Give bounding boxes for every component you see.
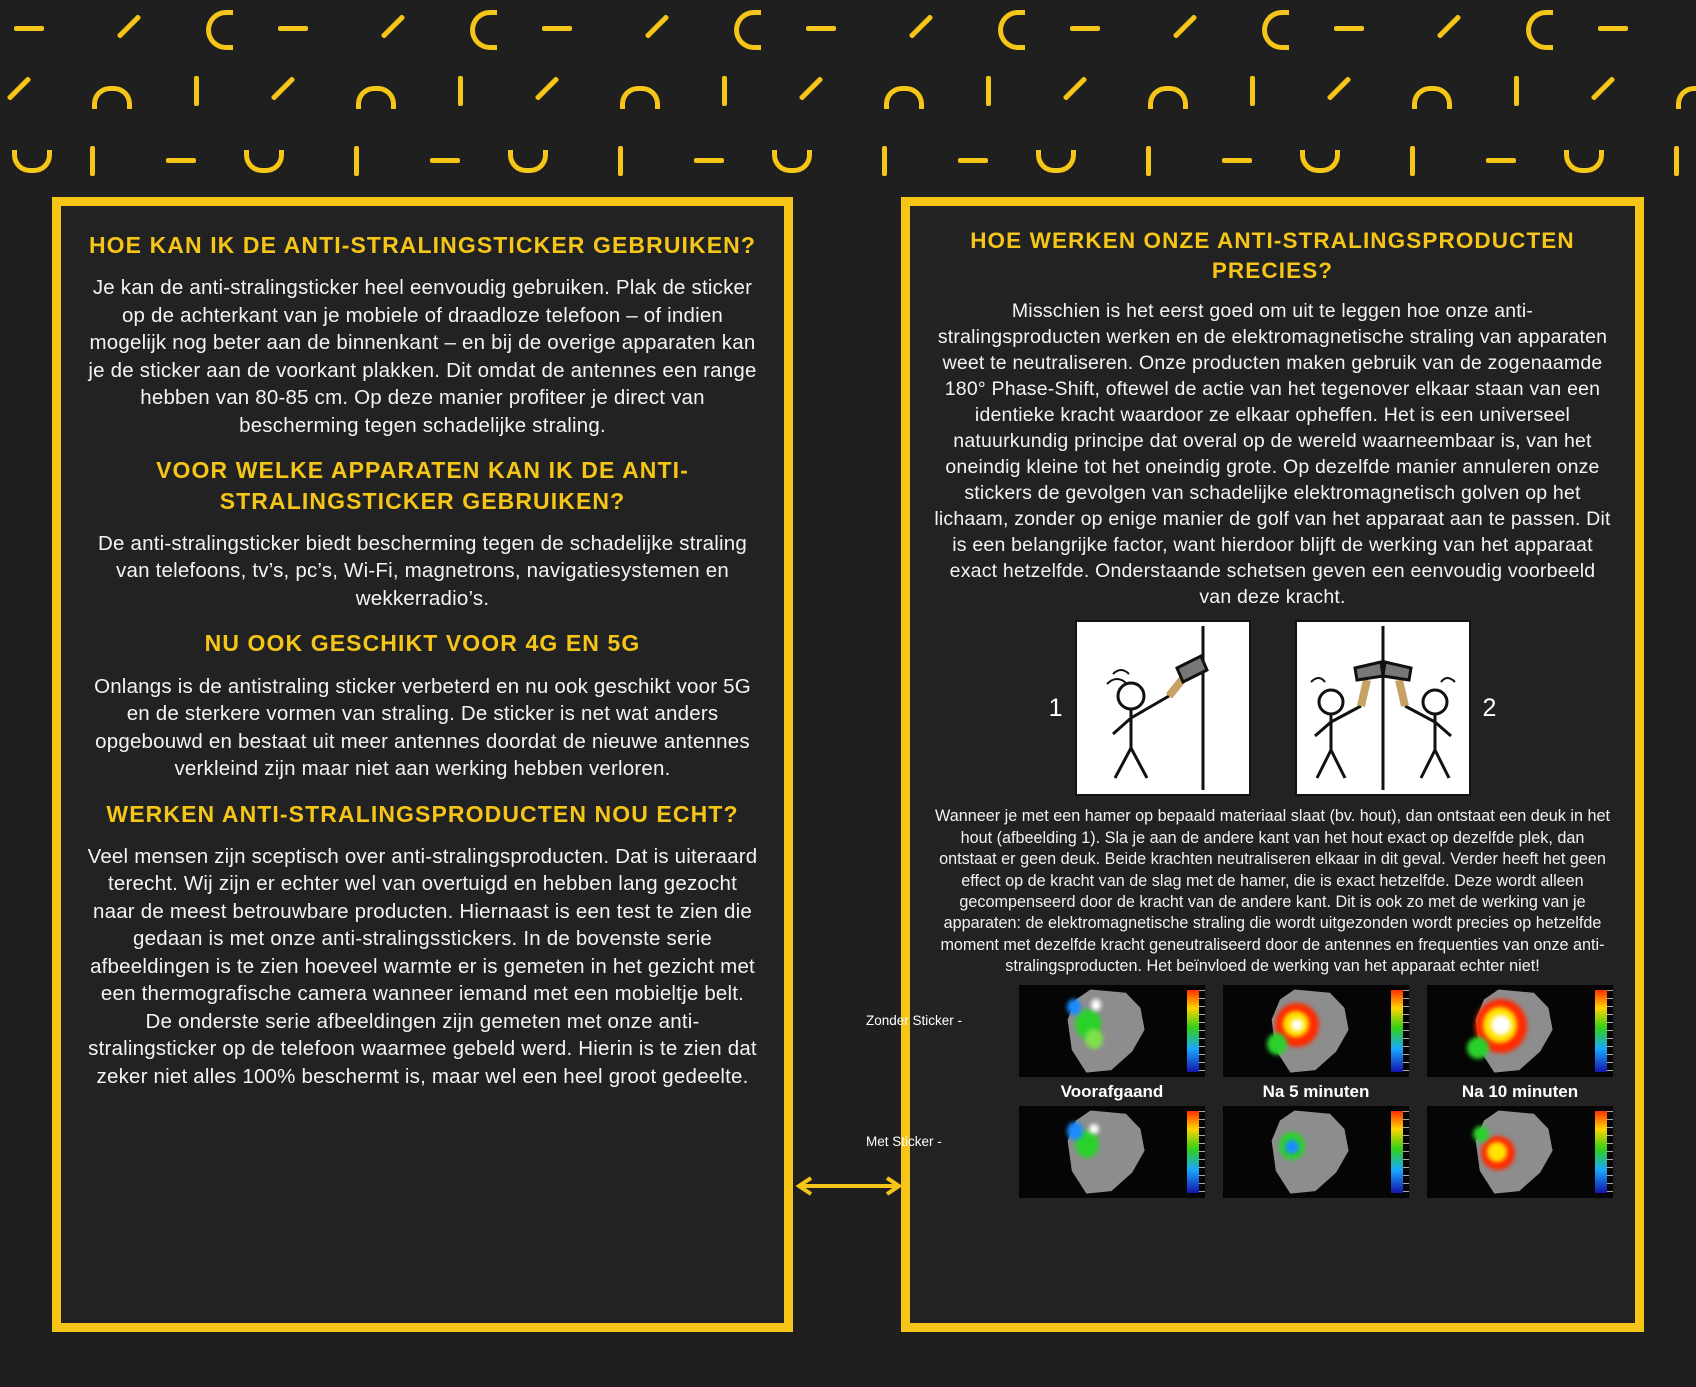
dash-icon xyxy=(278,26,308,31)
decorative-pattern xyxy=(0,0,1696,185)
pattern-cell xyxy=(242,62,330,122)
slash-icon xyxy=(7,76,32,101)
thermal-row-label-without: Zonder Sticker - xyxy=(866,1013,963,1029)
arc-left-icon xyxy=(470,10,497,50)
pattern-cell xyxy=(1320,0,1408,60)
slash-icon xyxy=(271,76,296,101)
arc-up-icon xyxy=(884,86,924,109)
section-heading-usage: HOE KAN IK DE ANTI-STRALINGSTICKER GEBRUIKEN? xyxy=(88,232,757,258)
arc-up-icon xyxy=(92,86,132,109)
thermal-image-5min-with xyxy=(1223,1106,1409,1198)
pattern-cell xyxy=(88,0,176,60)
arc-left-icon xyxy=(734,10,761,50)
pattern-cell xyxy=(1452,132,1540,185)
thermal-caption-5min: Na 5 minuten xyxy=(1262,1082,1370,1102)
arc-down-icon xyxy=(1564,150,1604,173)
pattern-cell xyxy=(1628,132,1696,185)
pattern-row-2 xyxy=(0,62,1696,122)
pattern-cell xyxy=(132,132,220,185)
pattern-cell xyxy=(1650,62,1696,122)
thermal-image-5min-without xyxy=(1223,985,1409,1077)
hammer-sketch-row xyxy=(932,620,1613,796)
section-text-how-it-works: Misschien is het eerst goed om uit te leggen hoe onze anti-stralingsproducten werken en de elektromagnetische straling van apparaten weet te neutraliseren. Onze producten maken gebruik van de zogenaamde 180° Phase-Shift, oftewel de actie van het tegenover elkaar staan van een identieke kracht waardoor ze elkaar opheffen. Het is een universeel natuurkundig principe dat overal op de wereld waarneembaar is, van het oneindig kleine tot het oneindig grote. Op dezelfde manier annuleren onze stickers de gevolgen van schadelijke elektromagnetisch golven op het lichaam, zonder op enige manier de golf van het apparaat aan te passen. Dit is een belangrijke factor, want hierdoor blijft de werking van het apparaat exact hetzelfde. Onderstaande schetsen geven een eenvoudig voorbeeld van deze kracht. xyxy=(934,300,1611,608)
arc-left-icon xyxy=(206,10,233,50)
dash-icon xyxy=(1222,158,1252,163)
pattern-cell xyxy=(440,0,528,60)
thermal-image-10min-without xyxy=(1427,985,1613,1077)
thermal-caption-10min: Na 10 minuten xyxy=(1461,1082,1579,1102)
thermal-caption-before: Voorafgaand xyxy=(1060,1082,1164,1102)
slash-icon xyxy=(535,76,560,101)
pattern-cell xyxy=(572,132,660,185)
dash-icon xyxy=(694,158,724,163)
pattern-cell xyxy=(1034,62,1122,122)
pattern-cell xyxy=(1408,0,1496,60)
section-heading-4g5g: NU OOK GESCHIKT VOOR 4G EN 5G xyxy=(204,630,641,657)
pattern-cell xyxy=(616,0,704,60)
dash-icon xyxy=(806,26,836,31)
hammer-sketch-one xyxy=(1049,620,1251,796)
thermal-cell xyxy=(1223,985,1409,1102)
arc-up-icon xyxy=(1148,86,1188,109)
section-heading-does-it-work: WERKEN ANTI-STRALINGSPRODUCTEN NOU ECHT? xyxy=(106,800,739,827)
arc-left-icon xyxy=(998,10,1025,50)
pattern-cell xyxy=(264,0,352,60)
pattern-cell xyxy=(528,0,616,60)
dash-icon xyxy=(542,26,572,31)
bar-icon xyxy=(1674,146,1679,176)
pattern-row-3 xyxy=(0,132,1696,185)
pattern-cell xyxy=(0,62,66,122)
pattern-cell xyxy=(858,62,946,122)
pattern-cell xyxy=(1276,132,1364,185)
hammer-sketch-two xyxy=(1295,620,1497,796)
pattern-cell xyxy=(1364,132,1452,185)
thermal-image-before-with xyxy=(1019,1106,1205,1198)
pattern-cell xyxy=(836,132,924,185)
pattern-cell xyxy=(1232,0,1320,60)
thermal-cell xyxy=(1427,985,1613,1102)
slash-icon xyxy=(1591,76,1616,101)
section-heading-devices: VOOR WELKE APPARATEN KAN IK DE ANTI-STRALINGSTICKER GEBRUIKEN? xyxy=(156,457,689,514)
hammer-sketch-one-person-icon xyxy=(1075,620,1251,796)
pattern-cell xyxy=(396,132,484,185)
dash-icon xyxy=(1334,26,1364,31)
pattern-cell xyxy=(682,62,770,122)
pattern-cell xyxy=(1584,0,1672,60)
bar-icon xyxy=(1410,146,1415,176)
pattern-cell xyxy=(1540,132,1628,185)
sketch-number-2: 2 xyxy=(1482,693,1497,722)
hammer-sketch-two-persons-icon xyxy=(1295,620,1471,796)
dash-icon xyxy=(1486,158,1516,163)
section-heading-how-it-works: HOE WERKEN ONZE ANTI-STRALINGSPRODUCTEN PRECIES? xyxy=(970,228,1575,283)
thermal-cell xyxy=(1019,985,1205,1102)
pattern-cell xyxy=(1188,132,1276,185)
pattern-cell xyxy=(176,0,264,60)
pattern-cell xyxy=(880,0,968,60)
dash-icon xyxy=(430,158,460,163)
left-panel xyxy=(52,197,793,1332)
section-text-devices: De anti-stralingsticker biedt bescherming tegen de schadelijke straling van telefoons, tv’s, pc’s, Wi-Fi, magnetrons, navigatiesystemen en wekkerradio’s. xyxy=(98,531,747,610)
pattern-cell xyxy=(1012,132,1100,185)
pattern-cell xyxy=(594,62,682,122)
arc-left-icon xyxy=(1262,10,1289,50)
bar-icon xyxy=(618,146,623,176)
pattern-row-1 xyxy=(0,0,1696,60)
pattern-cell xyxy=(1144,0,1232,60)
thermal-row-label-with: Met Sticker - xyxy=(866,1134,942,1150)
slash-icon xyxy=(909,14,934,39)
pattern-cell xyxy=(330,62,418,122)
bar-icon xyxy=(354,146,359,176)
right-panel xyxy=(866,197,1644,1332)
pattern-cell xyxy=(1386,62,1474,122)
pattern-cell xyxy=(704,0,792,60)
pattern-cell xyxy=(748,132,836,185)
arc-left-icon xyxy=(1526,10,1553,50)
bar-icon xyxy=(458,76,463,106)
slash-icon xyxy=(645,14,670,39)
section-text-4g5g: Onlangs is de antistraling sticker verbeterd en nu ook geschikt voor 5G en de sterkere vormen van straling. De sticker is net wat anders opgebouwd en bestaat uit meer antennes doordat de nieuwe antennes verkleind zijn maar niet aan werking hebben verloren. xyxy=(94,674,751,781)
pattern-cell xyxy=(154,62,242,122)
pattern-cell xyxy=(506,62,594,122)
bar-icon xyxy=(882,146,887,176)
dash-icon xyxy=(166,158,196,163)
bar-icon xyxy=(1250,76,1255,106)
arc-down-icon xyxy=(1036,150,1076,173)
pattern-cell xyxy=(1672,0,1696,60)
pattern-cell xyxy=(418,62,506,122)
slash-icon xyxy=(799,76,824,101)
arc-down-icon xyxy=(244,150,284,173)
thermal-image-before-without xyxy=(1019,985,1205,1077)
slash-icon xyxy=(381,14,406,39)
pattern-cell xyxy=(968,0,1056,60)
pattern-cell xyxy=(1056,0,1144,60)
double-arrow-horizontal-icon xyxy=(793,1174,903,1198)
arc-down-icon xyxy=(772,150,812,173)
thermal-image-10min-with xyxy=(1427,1106,1613,1198)
pattern-cell xyxy=(660,132,748,185)
slash-icon xyxy=(1173,14,1198,39)
slash-icon xyxy=(1437,14,1462,39)
arc-up-icon xyxy=(1676,86,1696,109)
pattern-cell xyxy=(1100,132,1188,185)
section-text-does-it-work: Veel mensen zijn sceptisch over anti-stralingsproducten. Dat is uiteraard terecht. Wij zijn er echter wel van overtuigd en hebben lang gezocht naar de meest betrouwbare producten. Hiernaast is een test te zien die gedaan is met onze anti-stralingsstickers. In de bovenste serie afbeeldingen is te zien hoeveel warmte er is gemeten in het gezicht met een thermografische camera wanneer iemand met een mobieltje belt. De onderste serie afbeeldingen zijn gemeten met onze anti-stralingsticker op de telefoon waarmee gebeld werd. Hierin is te zien dat zeker niet alles 100% beschermt is, maar wel een heel groot gedeelte. xyxy=(87,844,758,1088)
slash-icon xyxy=(117,14,142,39)
pattern-cell xyxy=(1474,62,1562,122)
arc-up-icon xyxy=(1412,86,1452,109)
pattern-cell xyxy=(220,132,308,185)
slash-icon xyxy=(1063,76,1088,101)
pattern-cell xyxy=(0,0,88,60)
dash-icon xyxy=(1598,26,1628,31)
pattern-cell xyxy=(44,132,132,185)
bar-icon xyxy=(986,76,991,106)
arc-up-icon xyxy=(356,86,396,109)
pattern-cell xyxy=(1562,62,1650,122)
arc-down-icon xyxy=(1300,150,1340,173)
thermal-row-without-sticker xyxy=(866,985,1613,1102)
pattern-cell xyxy=(924,132,1012,185)
section-text-hammer-explanation: Wanneer je met een hamer op bepaald materiaal slaat (bv. hout), dan ontstaat een deuk in het hout (afbeelding 1). Sla je aan de andere kant van het hout exact op dezelfde plek, dan ontstaat er geen deuk. Beide krachten neutraliseren elkaar in dit geval. Verder heeft het geen effect op de kracht van de slag met de hamer, die is exact hetzelfde. Deze wordt alleen gecompenseerd door de kracht van de andere kant. Dit is ook zo met de werking van je apparaten: de elektromagnetische straling die wordt uitgezonden wordt precies op hetzelfde moment met dezelfde kracht geneutraliseerd door de antennes en frequenties van onze anti-stralingsproducten. Het beïnvloed de werking van het apparaat echter niet! xyxy=(935,807,1610,976)
bar-icon xyxy=(90,146,95,176)
pattern-cell xyxy=(1298,62,1386,122)
pattern-cell xyxy=(1210,62,1298,122)
slash-icon xyxy=(1327,76,1352,101)
pattern-cell xyxy=(946,62,1034,122)
pattern-cell xyxy=(0,132,44,185)
thermal-test-grid xyxy=(866,985,1613,1223)
pattern-cell xyxy=(792,0,880,60)
arc-up-icon xyxy=(620,86,660,109)
pattern-cell xyxy=(352,0,440,60)
pattern-cell xyxy=(66,62,154,122)
pattern-cell xyxy=(770,62,858,122)
bar-icon xyxy=(1146,146,1151,176)
thermal-cell xyxy=(1019,1106,1205,1223)
section-text-usage: Je kan de anti-stralingsticker heel eenvoudig gebruiken. Plak de sticker op de achterkant van je mobiele of draadloze telefoon – of indien mogelijk nog beter aan de binnenkant – en bij de overige apparaten kan je de sticker aan de voorkant plakken. Dit omdat de antennes een range hebben van 80-85 cm. Op deze manier profiteer je direct van bescherming tegen schadelijke straling. xyxy=(88,276,757,437)
bar-icon xyxy=(722,76,727,106)
dash-icon xyxy=(1070,26,1100,31)
pattern-cell xyxy=(484,132,572,185)
arc-down-icon xyxy=(508,150,548,173)
bar-icon xyxy=(194,76,199,106)
dash-icon xyxy=(958,158,988,163)
pattern-cell xyxy=(1122,62,1210,122)
dash-icon xyxy=(14,26,44,31)
thermal-cell xyxy=(1223,1106,1409,1223)
thermal-row-with-sticker xyxy=(866,1106,1613,1223)
pattern-cell xyxy=(1496,0,1584,60)
thermal-cell xyxy=(1427,1106,1613,1223)
bar-icon xyxy=(1514,76,1519,106)
sketch-number-1: 1 xyxy=(1048,693,1063,722)
pattern-cell xyxy=(308,132,396,185)
